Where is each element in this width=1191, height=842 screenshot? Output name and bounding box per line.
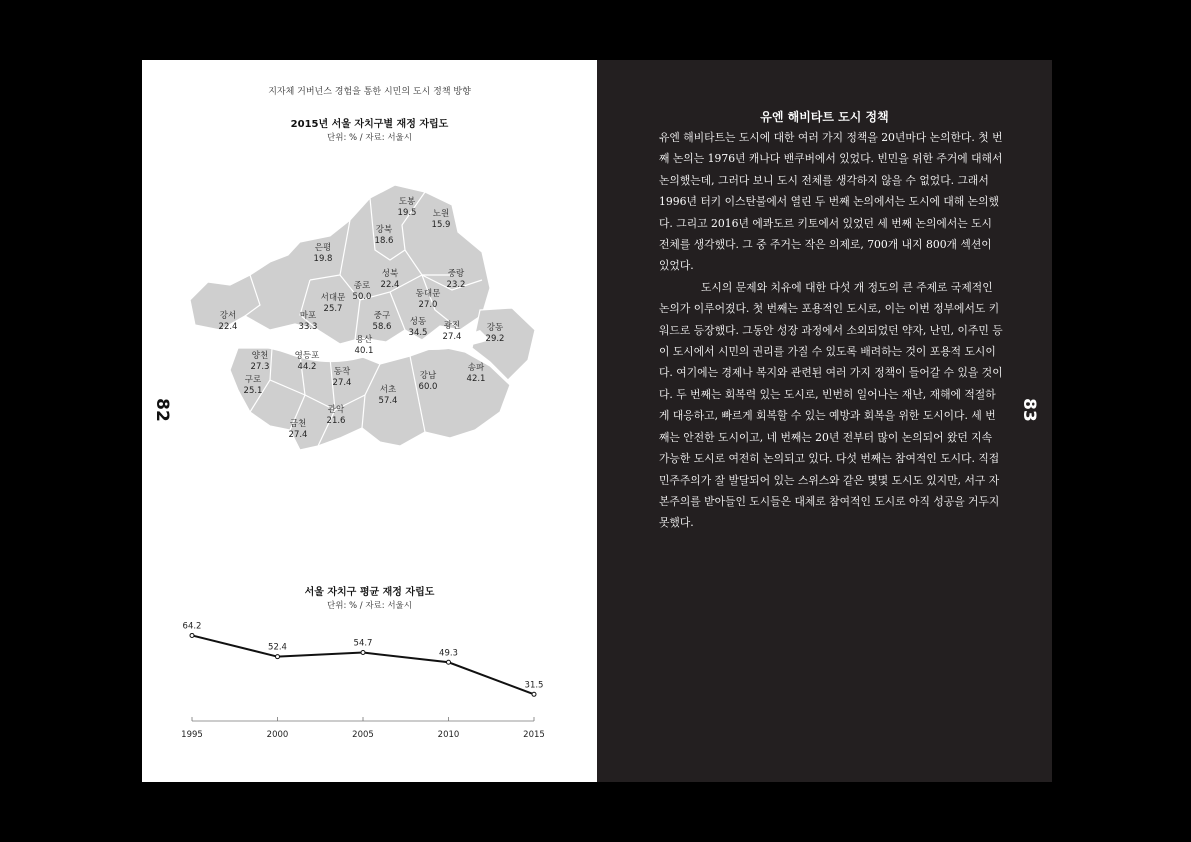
data-label: 64.2 (182, 621, 202, 632)
district-value-label: 33.3 (298, 322, 318, 332)
x-tick-label: 2010 (437, 730, 460, 740)
district-name-label: 서대문 (320, 293, 346, 303)
data-point (532, 692, 536, 696)
district-value-label: 21.6 (326, 416, 346, 426)
district-name-label: 양천 (251, 351, 269, 361)
district-name-label: 종로 (353, 281, 371, 291)
district-value-label: 42.1 (466, 374, 486, 384)
district-value-label: 29.2 (485, 334, 505, 344)
district-name-label: 마포 (299, 311, 317, 321)
district-name-label: 광진 (443, 321, 461, 331)
district-value-label: 27.4 (288, 430, 308, 440)
district-value-label: 19.5 (397, 208, 417, 218)
district-value-label: 22.4 (380, 280, 400, 290)
data-label: 49.3 (439, 648, 458, 659)
data-point (447, 660, 451, 664)
data-label: 54.7 (353, 638, 373, 649)
district-name-label: 동작 (333, 367, 351, 377)
district-value-label: 15.9 (431, 220, 451, 230)
district-name-label: 강남 (419, 371, 437, 381)
district-value-label: 27.3 (250, 362, 270, 372)
district-value-label: 27.4 (332, 378, 352, 388)
district-value-label: 22.4 (218, 322, 238, 332)
x-tick-label: 2000 (266, 730, 289, 740)
district-value-label: 18.6 (374, 236, 394, 246)
line-chart-title: 서울 자치구 평균 재정 자립도 (304, 587, 435, 598)
x-tick-label: 2005 (352, 730, 374, 740)
district-name-label: 동대문 (415, 289, 441, 299)
district-name-label: 구로 (244, 375, 262, 385)
avg-fiscal-line-chart (172, 615, 562, 745)
x-tick-label: 1995 (181, 730, 203, 740)
district-name-label: 강서 (219, 311, 237, 321)
district-name-label: 도봉 (398, 197, 416, 207)
district-value-label: 60.0 (418, 382, 438, 392)
map-title: 2015년 서울 자치구별 재정 자립도 (290, 119, 449, 130)
district-name-label: 서초 (379, 385, 397, 395)
district-name-label: 관악 (327, 405, 345, 415)
x-tick-label: 2015 (523, 730, 545, 740)
district-name-label: 강동 (486, 323, 504, 333)
line-chart-subtitle: 단위: % / 자료: 서울시 (327, 601, 412, 611)
district-name-label: 은평 (314, 243, 332, 253)
district-name-label: 중구 (373, 311, 391, 321)
essay-body (659, 127, 1004, 534)
district-name-label: 금천 (289, 419, 307, 429)
left-page (142, 60, 597, 782)
district-name-label: 강북 (375, 225, 393, 235)
map-subtitle: 단위: % / 자료: 서울시 (327, 133, 412, 143)
district-value-label: 44.2 (297, 362, 317, 372)
district-name-label: 성북 (381, 269, 399, 279)
page-number-left: 82 (151, 398, 172, 422)
district-name-label: 중랑 (447, 269, 465, 279)
district-value-label: 27.0 (418, 300, 438, 310)
essay-title: 유엔 해비타트 도시 정책 (760, 110, 889, 124)
district-value-label: 19.8 (313, 254, 333, 264)
data-point (190, 633, 194, 637)
data-label: 52.4 (268, 642, 287, 653)
running-head: 지자체 거버넌스 경험을 통한 시민의 도시 정책 방향 (268, 87, 471, 97)
district-name-label: 영등포 (294, 351, 320, 361)
district-value-label: 27.4 (442, 332, 462, 342)
district-value-label: 25.7 (323, 304, 343, 314)
district-value-label: 57.4 (378, 396, 398, 406)
data-label: 31.5 (524, 680, 544, 691)
map-land-south (230, 346, 510, 450)
essay-paragraph-1: 유엔 해비타트는 도시에 대한 여러 가지 정책을 20년마다 논의한다. 첫 번째 논의는 1976년 캐나다 밴쿠버에서 있었다. 빈민을 위한 주거에 대해서 논의했는데, 그러다 보니 도시 전체를 생각하지 않을 수 없었다. 그래서 1996년 터키 이스탄불에서 열린 두 번째 논의에서는 도시에 대해 논의했다. 그리고 2016년 에콰도르 키토에서 있었던 세 번째 논의에서는 도시 전체를 생각했다. 그 중 주거는 작은 의제로, 700개 내지 800개 섹션이 있었다. (659, 131, 1003, 273)
page-number-right: 83 (1018, 398, 1039, 422)
data-point (361, 651, 365, 655)
district-name-label: 용산 (355, 335, 373, 345)
district-name-label: 성동 (409, 317, 427, 327)
district-value-label: 23.2 (446, 280, 466, 290)
right-page (597, 60, 1052, 782)
district-value-label: 34.5 (408, 328, 428, 338)
district-value-label: 25.1 (243, 386, 263, 396)
district-name-label: 노원 (432, 209, 450, 219)
seoul-district-map (190, 180, 540, 450)
district-value-label: 40.1 (354, 346, 374, 356)
essay-paragraph-2: 도시의 문제와 치유에 대한 다섯 개 정도의 큰 주제로 국제적인 논의가 이루어졌다. 첫 번째는 포용적인 도시로, 이는 이번 정부에서도 키워드로 등장했다. 그동안 성장 과정에서 소외되었던 약자, 난민, 이주민 등이 도시에서 시민의 권리를 가질 수 있도록 배려하는 것이 포용적 도시이다. 여기에는 경제나 복지와 관련된 여러 가지 정책이 들어갈 수 있을 것이다. 두 번째는 회복력 있는 도시로, 빈번히 일어나는 재난, 재해에 적절하게 대응하고, 빠르게 회복할 수 있는 예방과 회복을 위한 도시이다. 세 번째는 안전한 도시이고, 네 번째는 20년 전부터 많이 논의되어 왔던 지속 가능한 도시로 여전히 논의되고 있다. 다섯 번째는 참여적인 도시다. 직접민주주의가 잘 발달되어 있는 스위스와 같은 몇몇 도시도 있지만, 서구 자본주의를 받아들인 도시들은 대체로 참여적인 도시로 아직 성공을 거두지 못했다. (659, 280, 1003, 530)
data-point (276, 655, 280, 659)
district-value-label: 58.6 (372, 322, 392, 332)
district-name-label: 송파 (467, 363, 485, 373)
district-value-label: 50.0 (352, 292, 372, 302)
